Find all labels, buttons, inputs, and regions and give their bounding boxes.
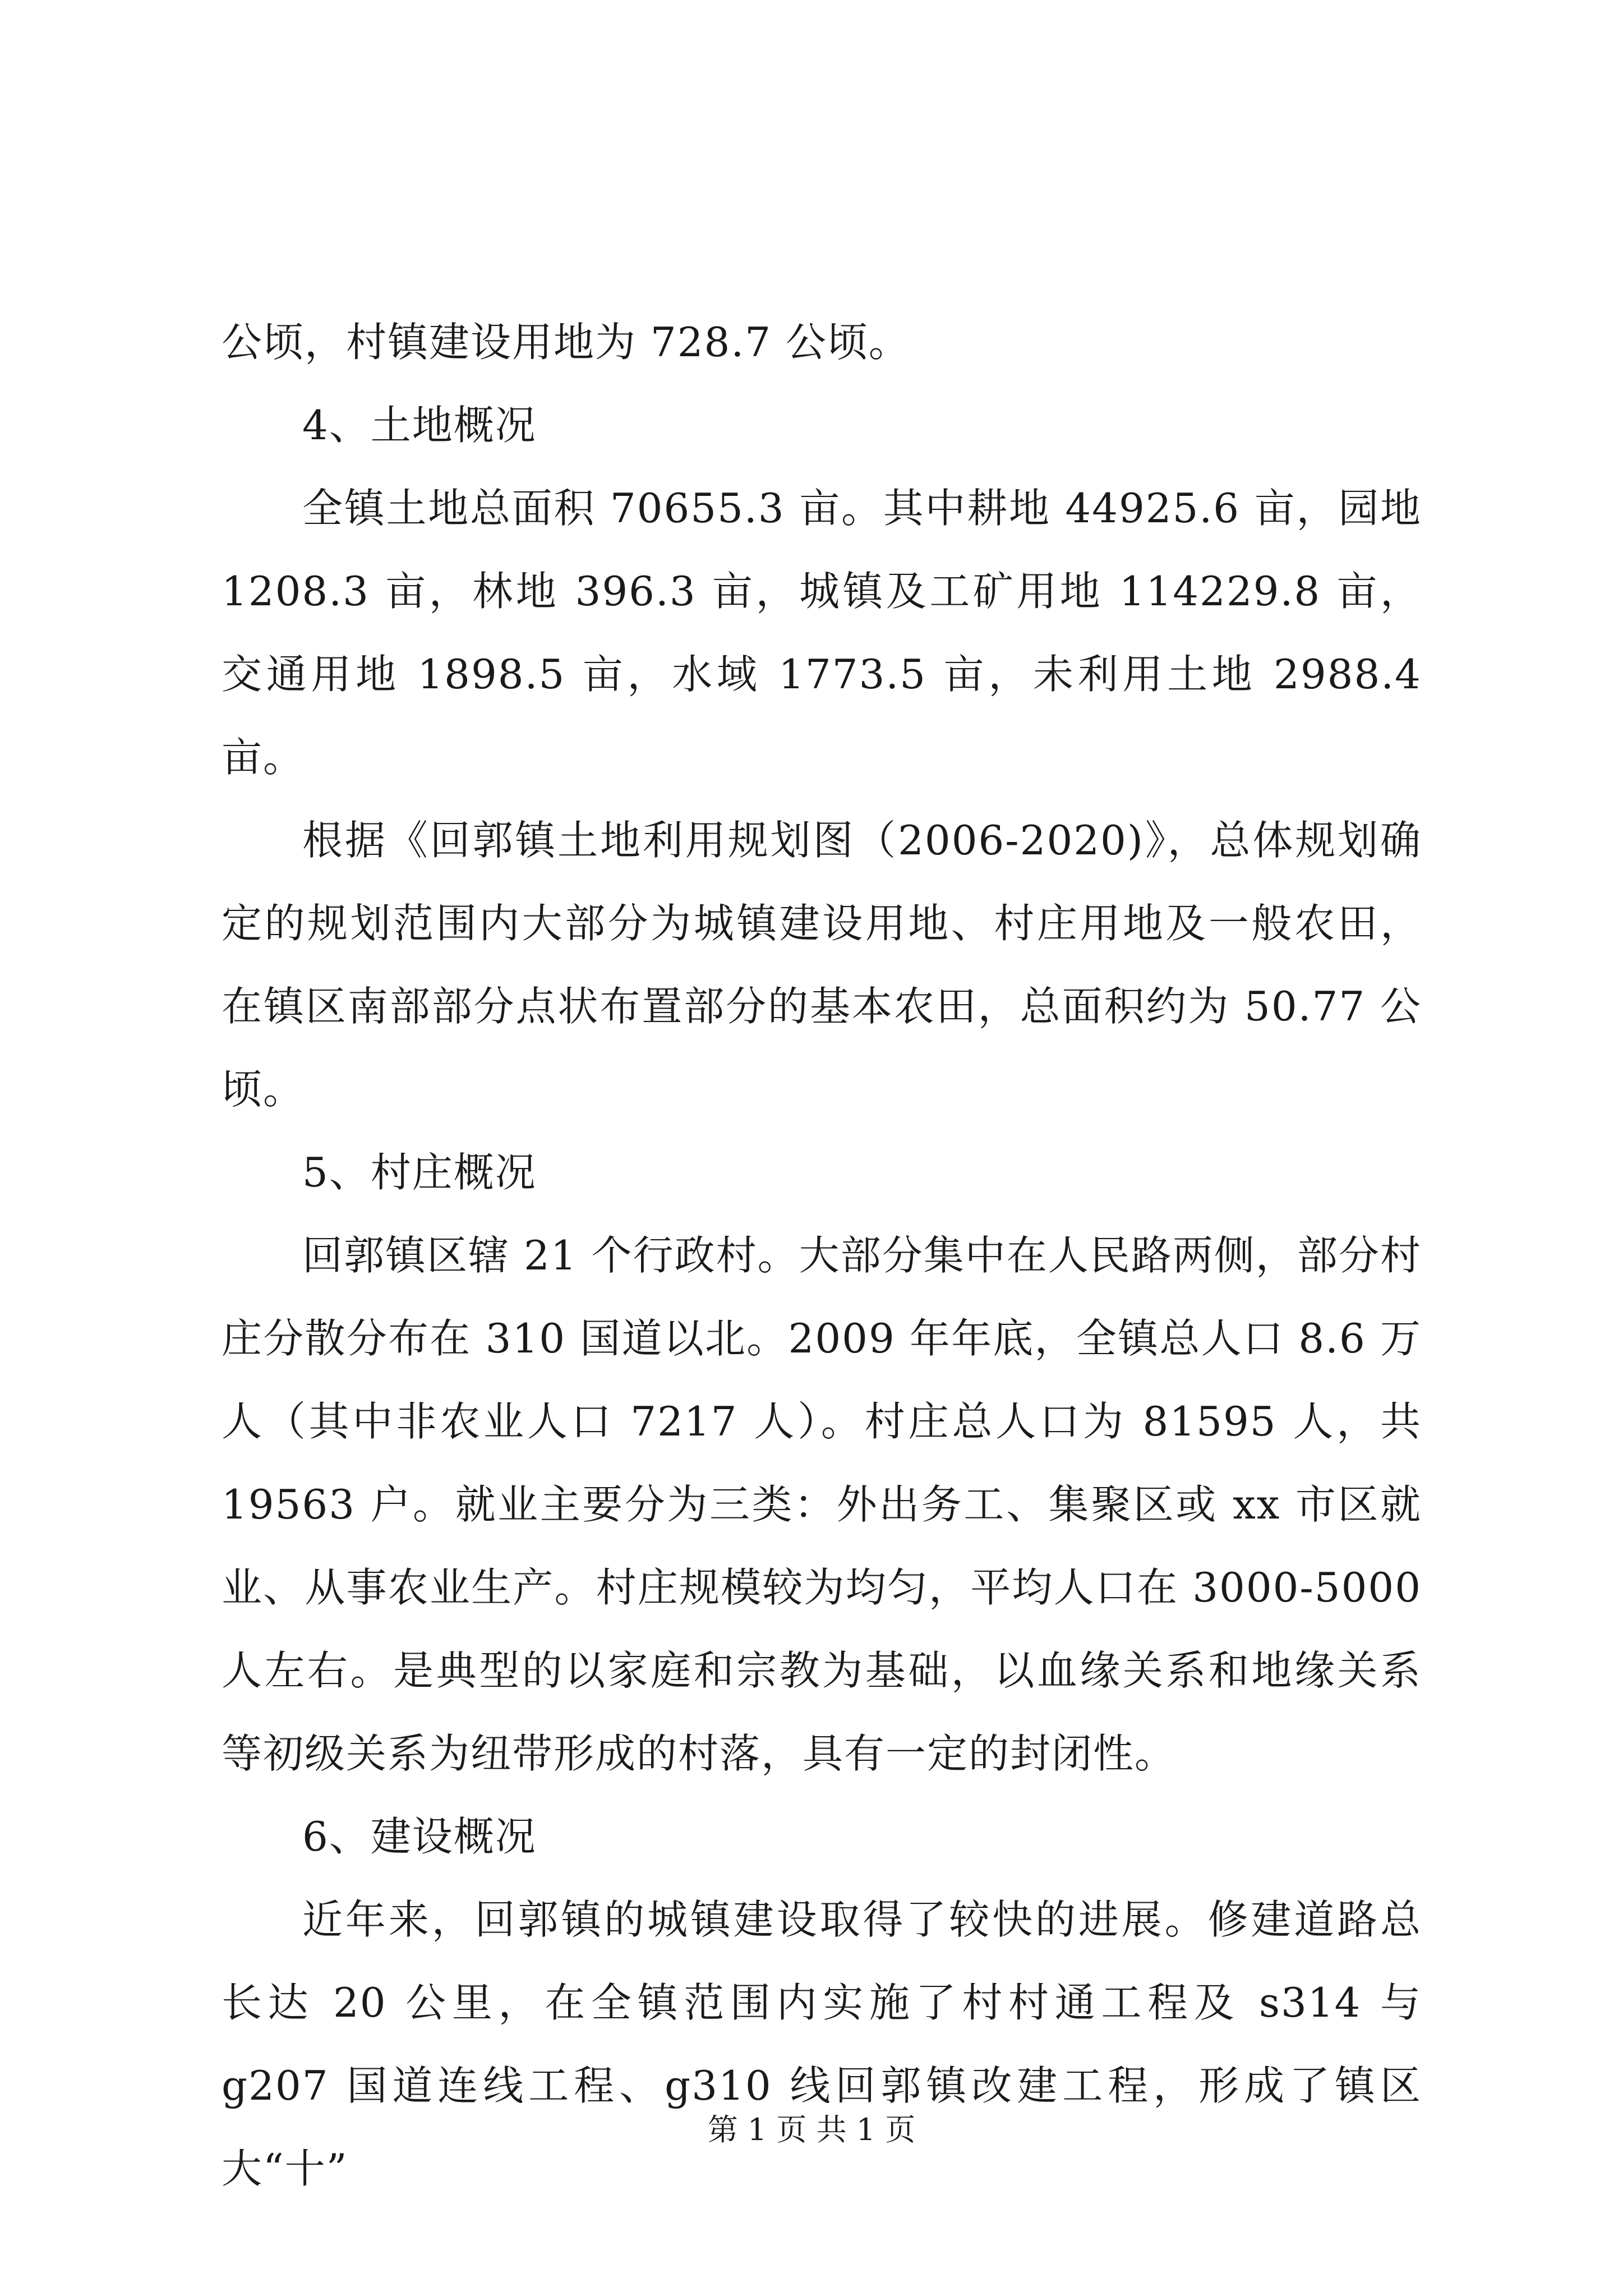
paragraph-land-plan: 根据《回郭镇土地利用规划图（2006-2020)》，总体规划确定的规划范围内大部分为城镇建设用地、村庄用地及一般农田，在镇区南部部分点状布置部分的基本农田，总面积约为 50.77 公顷。 [222, 817, 1422, 1113]
paragraph-continuation: 公顷，村镇建设用地为 728.7 公顷。 [222, 319, 910, 366]
paragraph-villages: 回郭镇区辖 21 个行政村。大部分集中在人民路两侧，部分村庄分散分布在 310 国道以北。2009 年年底，全镇总人口 8.6 万人（其中非农业人口 7217 人）。村庄总人口为 81595 人，共 19563 户。就业主要分为三类：外出务工、集聚区或 xx 市区就业、从事农业生产。村庄规模较为均匀，平均人口在 3000-5000 人左右。是典型的以家庭和宗教为基础，以血缘关系和地缘关系等初级关系为纽带形成的村落，具有一定的封闭性。 [222, 1232, 1422, 1777]
section-heading-construction: 6、建设概况 [302, 1813, 537, 1860]
paragraph-construction: 近年来，回郭镇的城镇建设取得了较快的进展。修建道路总长达 20 公里，在全镇范围内实施了村村通工程及 s314 与 g207 国道连线工程、g310 线回郭镇改建工程，形成了镇区大“十” [222, 1896, 1422, 2192]
document-body [222, 301, 1422, 2210]
section-heading-villages: 5、村庄概况 [302, 1149, 537, 1196]
page-footer: 第 1 页 共 1 页 [707, 2112, 916, 2147]
paragraph-land-area: 全镇土地总面积 70655.3 亩。其中耕地 44925.6 亩，园地 1208.3 亩，林地 396.3 亩，城镇及工矿用地 114229.8 亩，交通用地 1898.5 亩，水域 1773.5 亩，未利用土地 2988.4 亩。 [222, 485, 1422, 781]
section-heading-land: 4、土地概况 [302, 402, 537, 449]
